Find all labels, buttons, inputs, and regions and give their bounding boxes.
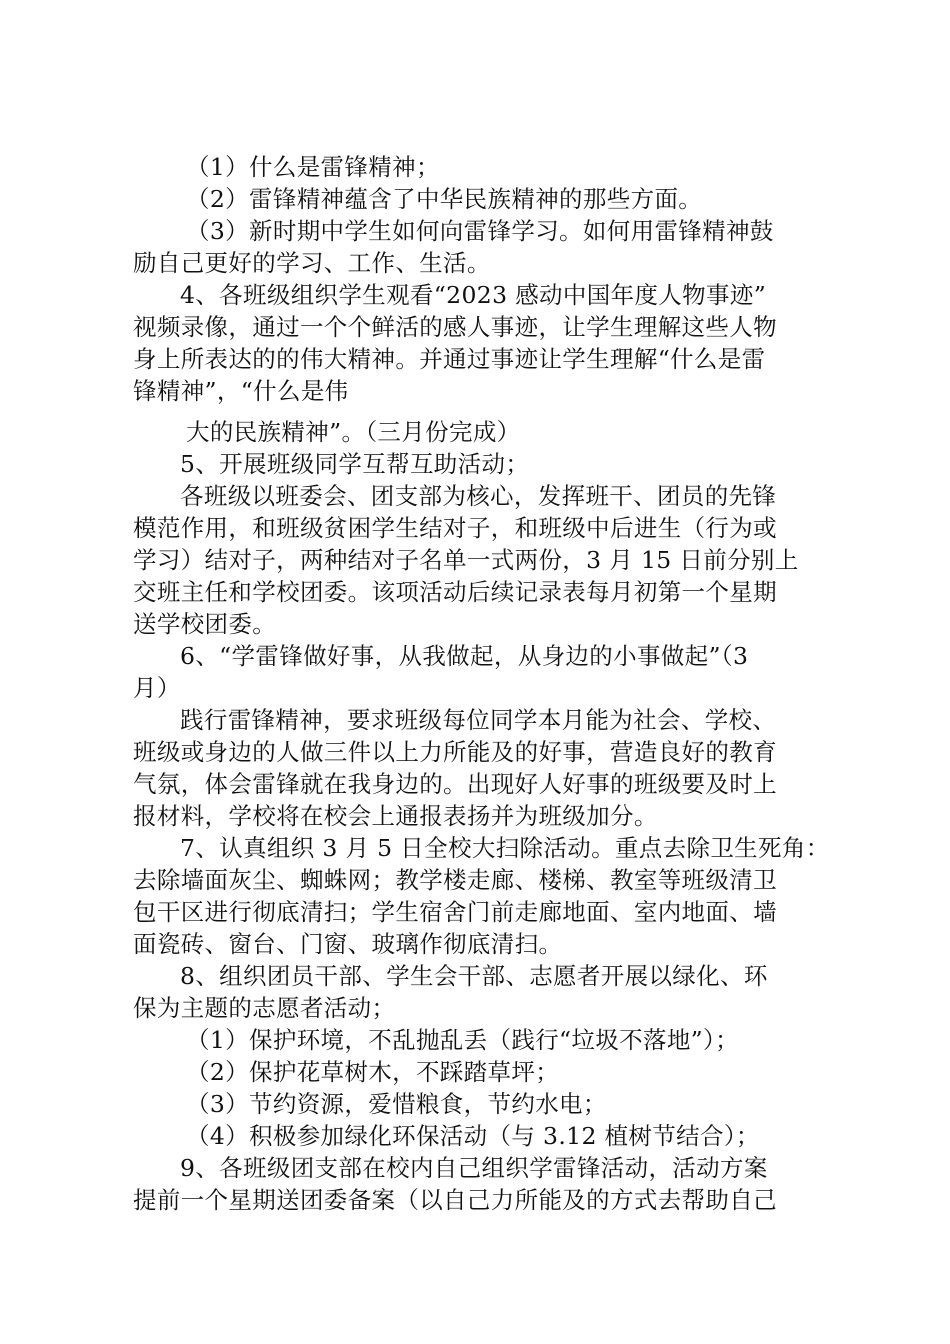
text-line: 锋精神”，“什么是伟 (133, 377, 349, 405)
text-line: 5、开展班级同学互帮互助活动； (180, 450, 530, 478)
text-line: 保为主题的志愿者活动； (133, 994, 396, 1022)
text-line: 4、各班级组织学生观看“2023 感动中国年度人物事迹” (180, 281, 767, 309)
text-line: 月） (133, 674, 181, 702)
text-line: 送学校团委。 (133, 610, 277, 638)
text-line: （3）新时期中学生如何向雷锋学习。如何用雷锋精神鼓 (186, 217, 774, 245)
text-line: 班级或身边的人做三件以上力所能及的好事，营造良好的教育 (133, 738, 777, 766)
text-line: （1）什么是雷锋精神； (186, 153, 440, 181)
text-line: 交班主任和学校团委。该项活动后续记录表每月初第一个星期 (133, 578, 777, 606)
text-line: 9、各班级团支部在校内自己组织学雷锋活动，活动方案 (180, 1154, 768, 1182)
text-line: 践行雷锋精神，要求班级每位同学本月能为社会、学校、 (180, 706, 777, 734)
text-line: 去除墙面灰尘、蜘蛛网；教学楼走廊、楼梯、教室等班级清卫 (133, 866, 777, 894)
text-line: 身上所表达的的伟大精神。并通过事迹让学生理解“什么是雷 (133, 345, 766, 373)
text-line: 提前一个星期送团委备案（以自己力所能及的方式去帮助自己 (133, 1186, 777, 1214)
text-line: 视频录像，通过一个个鲜活的感人事迹，让学生理解这些人物 (133, 313, 777, 341)
text-line: 气氛，体会雷锋就在我身边的。出现好人好事的班级要及时上 (133, 770, 777, 798)
text-line: 包干区进行彻底清扫；学生宿舍门前走廊地面、室内地面、墙 (133, 898, 777, 926)
text-line: 8、组织团员干部、学生会干部、志愿者开展以绿化、环 (180, 962, 768, 990)
text-line: （1）保护环境，不乱抛乱丢（践行“垃圾不落地”）； (186, 1026, 739, 1054)
text-line: 模范作用，和班级贫困学生结对子，和班级中后进生（行为或 (133, 514, 777, 542)
text-line: （2）保护花草树木，不踩踏草坪； (186, 1058, 560, 1086)
text-line: 各班级以班委会、团支部为核心，发挥班干、团员的先锋 (180, 482, 777, 510)
text-line: 大的民族精神”。（三月份完成） (186, 418, 521, 446)
text-line: 励自己更好的学习、工作、生活。 (133, 249, 491, 277)
text-line: （4）积极参加绿化环保活动（与 3.12 植树节结合）； (186, 1122, 760, 1150)
text-line: 7、认真组织 3 月 5 日全校大扫除活动。重点去除卫生死角： (180, 834, 830, 862)
text-line: 面瓷砖、窗台、门窗、玻璃作彻底清扫。 (133, 930, 563, 958)
text-line: （2）雷锋精神蕴含了中华民族精神的那些方面。 (186, 185, 703, 213)
text-line: 6、“学雷锋做好事，从我做起，从身边的小事做起”（3 (180, 642, 749, 670)
text-line: （3）节约资源，爱惜粮食，节约水电； (186, 1090, 607, 1118)
text-line: 报材料，学校将在校会上通报表扬并为班级加分。 (133, 802, 658, 830)
text-line: 学习）结对子，两种结对子名单一式两份，3 月 15 日前分别上 (133, 546, 799, 574)
